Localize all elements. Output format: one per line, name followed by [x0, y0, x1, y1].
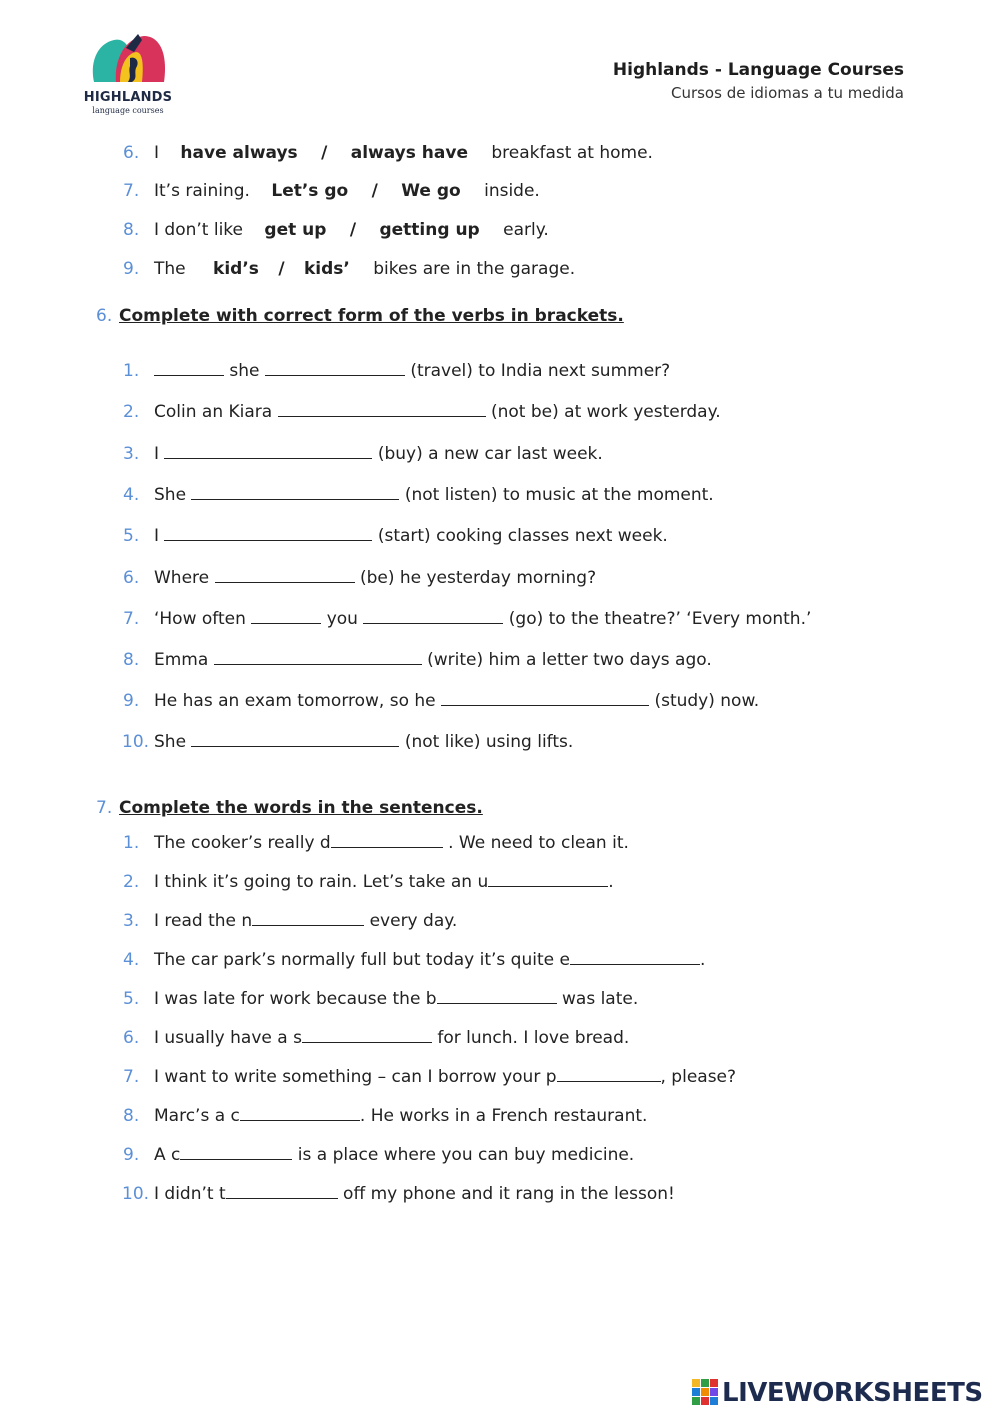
item-number: 9.	[123, 259, 140, 279]
item-number: 9.	[123, 691, 140, 711]
item-number: 10.	[122, 1184, 150, 1204]
item-number: 5.	[123, 989, 140, 1009]
liveworksheets-icon	[692, 1379, 718, 1405]
item-number: 8.	[123, 220, 140, 240]
answer-blank[interactable]	[252, 909, 364, 926]
item-text: every day.	[369, 911, 458, 931]
header-title: Highlands - Language Courses	[612, 60, 904, 80]
option-b[interactable]: getting up	[379, 220, 480, 240]
item-number: 8.	[123, 1106, 140, 1126]
answer-blank[interactable]	[278, 400, 486, 417]
option-b[interactable]: kids’	[303, 259, 350, 279]
section-title: Complete with correct form of the verbs in brackets.	[119, 306, 624, 326]
section-number: 6.	[96, 306, 113, 326]
option-separator: /	[278, 259, 285, 279]
answer-blank[interactable]	[441, 689, 649, 706]
item-text: I	[154, 526, 160, 546]
item-number: 3.	[123, 911, 140, 931]
item-text: The car park’s normally full but today it’s quite e	[154, 950, 570, 970]
item-text: I usually have a s	[154, 1028, 302, 1048]
item-text: is a place where you can buy medicine.	[297, 1145, 635, 1165]
item-number: 3.	[123, 444, 140, 464]
option-b[interactable]: We go	[401, 181, 461, 201]
item-text: I didn’t t	[154, 1184, 226, 1204]
item-text: I	[154, 143, 160, 163]
answer-blank[interactable]	[191, 730, 399, 747]
item-text: , please?	[660, 1067, 737, 1087]
item-number: 6.	[123, 568, 140, 588]
item-text: inside.	[484, 181, 540, 201]
item-text: The	[154, 259, 186, 279]
item-number: 2.	[123, 402, 140, 422]
item-number: 1.	[123, 833, 140, 853]
item-number: 9.	[123, 1145, 140, 1165]
item-number: 10.	[122, 732, 150, 752]
item-text: early.	[503, 220, 549, 240]
option-a[interactable]: kid’s	[213, 259, 259, 279]
answer-blank[interactable]	[164, 442, 372, 459]
item-text: . We need to clean it.	[448, 833, 629, 853]
answer-blank[interactable]	[215, 566, 355, 583]
logo-subtitle: language courses	[92, 106, 164, 115]
answer-blank[interactable]	[251, 607, 321, 624]
option-a[interactable]: Let’s go	[271, 181, 349, 201]
item-text: (travel) to India next summer?	[410, 361, 671, 381]
item-text: breakfast at home.	[491, 143, 653, 163]
item-number: 7.	[123, 1067, 140, 1087]
option-a[interactable]: get up	[264, 220, 327, 240]
item-number: 7.	[123, 181, 140, 201]
item-text: She	[154, 732, 187, 752]
answer-blank[interactable]	[302, 1026, 432, 1043]
item-text: you	[326, 609, 358, 629]
highlands-logo	[82, 28, 178, 118]
item-text: A c	[154, 1145, 181, 1165]
item-number: 4.	[123, 485, 140, 505]
answer-blank[interactable]	[191, 483, 399, 500]
option-a[interactable]: have always	[180, 143, 298, 163]
item-text: (buy) a new car last week.	[377, 444, 603, 464]
item-text: I think it’s going to rain. Let’s take an u	[154, 872, 489, 892]
answer-blank[interactable]	[164, 524, 372, 541]
item-number: 6.	[123, 143, 140, 163]
item-text: for lunch. I love bread.	[437, 1028, 630, 1048]
answer-blank[interactable]	[488, 870, 608, 887]
answer-blank[interactable]	[363, 607, 503, 624]
item-number: 6.	[123, 1028, 140, 1048]
item-text: ‘How often	[154, 609, 246, 629]
item-text: I want to write something – can I borrow your p	[154, 1067, 557, 1087]
item-text: (study) now.	[654, 691, 760, 711]
item-text: (not be) at work yesterday.	[491, 402, 721, 422]
item-text: .	[699, 950, 706, 970]
item-text: bikes are in the garage.	[373, 259, 576, 279]
item-number: 4.	[123, 950, 140, 970]
item-text: (not listen) to music at the moment.	[404, 485, 714, 505]
item-text: Marc’s a c	[154, 1106, 240, 1126]
item-text: I don’t like	[154, 220, 244, 240]
option-separator: /	[349, 220, 357, 240]
item-text: She	[154, 485, 187, 505]
option-separator: /	[371, 181, 378, 201]
option-separator: /	[321, 143, 328, 163]
item-text: The cooker’s really d	[154, 833, 331, 853]
answer-blank[interactable]	[557, 1065, 661, 1082]
item-text: (be) he yesterday morning?	[359, 568, 597, 588]
answer-blank[interactable]	[437, 987, 557, 1004]
item-text: I was late for work because the b	[154, 989, 437, 1009]
answer-blank[interactable]	[154, 359, 224, 376]
answer-blank[interactable]	[214, 648, 422, 665]
item-text: Where	[154, 568, 210, 588]
answer-blank[interactable]	[240, 1104, 360, 1121]
item-text: was late.	[562, 989, 639, 1009]
item-number: 5.	[123, 526, 140, 546]
item-text: It’s raining.	[154, 181, 250, 201]
highlands-logo-icon	[86, 28, 170, 88]
item-text: I read the n	[154, 911, 253, 931]
answer-blank[interactable]	[226, 1182, 338, 1199]
item-number: 8.	[123, 650, 140, 670]
item-text: . He works in a French restaurant.	[359, 1106, 648, 1126]
item-text: she	[229, 361, 260, 381]
item-number: 2.	[123, 872, 140, 892]
item-text: (go) to the theatre?’ ‘Every month.’	[508, 609, 812, 629]
answer-blank[interactable]	[331, 831, 443, 848]
answer-blank[interactable]	[180, 1143, 292, 1160]
item-text: (not like) using lifts.	[404, 732, 574, 752]
liveworksheets-footer[interactable]	[692, 1376, 992, 1410]
section-title: Complete the words in the sentences.	[119, 798, 483, 818]
header-subtitle: Cursos de idiomas a tu medida	[670, 84, 904, 102]
section-number: 7.	[96, 798, 113, 818]
answer-blank[interactable]	[265, 359, 405, 376]
item-text: (start) cooking classes next week.	[377, 526, 668, 546]
item-number: 1.	[123, 361, 140, 381]
item-text: Colin an Kiara	[154, 402, 273, 422]
logo-name: HIGHLANDS	[83, 90, 173, 105]
item-number: 7.	[123, 609, 140, 629]
item-text: off my phone and it rang in the lesson!	[343, 1184, 675, 1204]
item-text: (write) him a letter two days ago.	[427, 650, 712, 670]
answer-blank[interactable]	[570, 948, 700, 965]
item-text: Emma	[154, 650, 209, 670]
item-text: He has an exam tomorrow, so he	[154, 691, 436, 711]
option-b[interactable]: always have	[350, 143, 468, 163]
item-text: .	[608, 872, 614, 892]
item-text: I	[154, 444, 160, 464]
liveworksheets-brand: LIVEWORKSHEETS	[722, 1378, 983, 1408]
